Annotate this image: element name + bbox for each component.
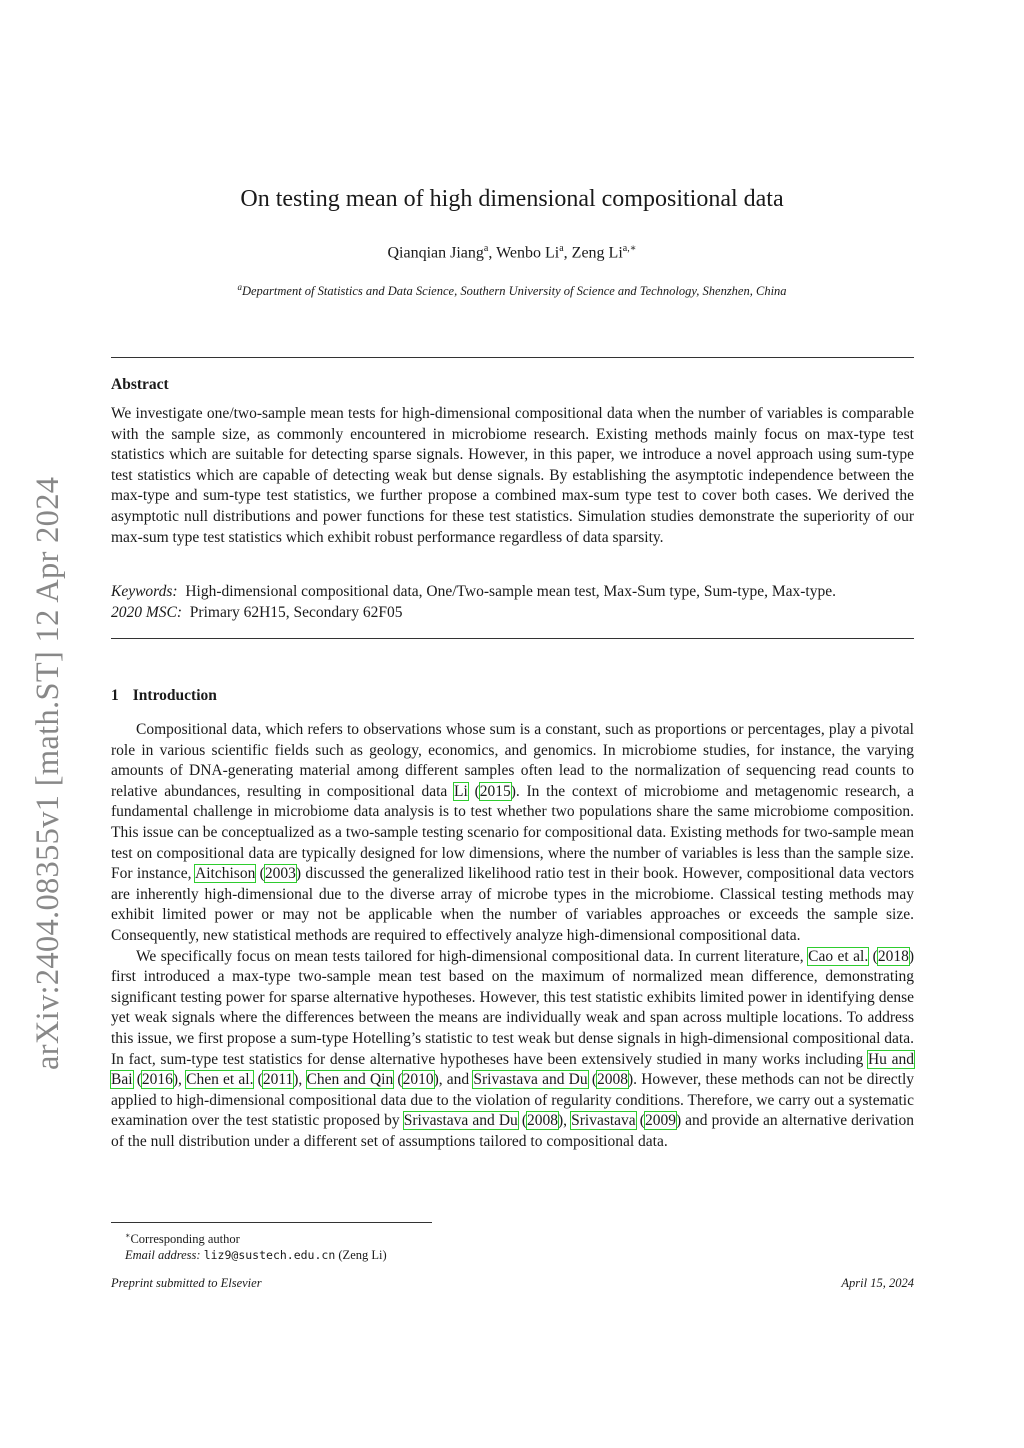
keywords-line [111, 581, 914, 602]
msc-label: 2020 MSC: [111, 604, 183, 621]
citation-link[interactable]: Chen and Qin [306, 1071, 394, 1089]
section-heading [111, 687, 217, 705]
email-suffix: (Zeng Li) [335, 1248, 387, 1263]
footer-right: April 15, 2024 [841, 1276, 914, 1290]
top-rule [111, 357, 914, 358]
citation-link[interactable]: Aitchison [195, 865, 256, 883]
citation-link[interactable]: Li [454, 782, 468, 800]
paragraph: Compositional data, which refers to observations whose sum is a constant, such as proportions or percentages, play a pivotal role in various scientific fields such as geology, economics, and genomics. In microbiome studies, for instance, the varying amounts of DNA-generating material among different samples often lead to the normalization of sequencing read counts to relative abundances, resulting in compositional data Li (2015). In the context of microbiome and metagenomic research, a fundamental challenge in microbiome data analysis is to test whether two populations share the same microbiome composition. This issue can be conceptualized as a two-sample testing scenario for compositional data. Existing methods for two-sample mean test on compositional data are typically designed for low dimensions, where the number of variables is less than the sample size. For instance, Aitchison (2003) discussed the generalized likelihood ratio test in their book. However, compositional data vectors are inherently high-dimensional due to the diverse array of microbe types in the microbiome. Classical testing methods may exhibit limited power or may not be applicable when the number of variables approaches or exceeds the sample size. Consequently, new statistical methods are required to effectively analyze high-dimensional compositional data. [111, 721, 914, 944]
footer-left: Preprint submitted to Elsevier [111, 1276, 262, 1290]
email-label: Email address: [125, 1248, 201, 1263]
citation-link[interactable]: Srivastava [571, 1112, 636, 1130]
citation-link[interactable]: Cao et al. [808, 947, 869, 965]
bottom-rule [111, 638, 914, 639]
citation-link[interactable]: 2010 [402, 1071, 434, 1089]
citation-link[interactable]: 2009 [644, 1112, 676, 1130]
keywords-block [111, 581, 914, 623]
msc-line [111, 602, 914, 623]
citation-link[interactable]: Hu and Bai [111, 1050, 914, 1089]
author-list [0, 243, 1024, 262]
footnote-corresponding [125, 1228, 387, 1247]
author-affiliation-mark: a [483, 243, 489, 254]
abstract-text: We investigate one/two-sample mean tests for high-dimensional compositional data when the number of variables is comparable with the sample size, as commonly encountered in microbiome research. Existing methods mainly focus on max-type test statistics which are suitable for detecting sparse signals. However, in this paper, we introduce a novel approach using sum-type test statistics which are capable of detecting weak but dense signals. By establishing the asymptotic independence between the max-type and sum-type test statistics, we further propose a combined max-sum type test to cover both cases. We derived the asymptotic null distributions and power functions for these test statistics. Simulation studies demonstrate the superiority of our max-sum type test statistics which exhibit robust performance regardless of data sparsity. [111, 405, 914, 546]
citation-link[interactable]: 2008 [527, 1112, 559, 1130]
arxiv-watermark: arXiv:2404.08355v1 [math.ST] 12 Apr 2024 [30, 476, 66, 1070]
citation-link[interactable]: 2008 [597, 1071, 628, 1089]
section-number: 1 [111, 687, 119, 704]
footnote [125, 1228, 387, 1263]
citation-link[interactable]: 2018 [877, 947, 909, 965]
keywords-label: Keywords: [111, 583, 178, 600]
footnote-rule [111, 1222, 432, 1223]
citation-link[interactable]: 2003 [264, 865, 296, 883]
citation-link[interactable]: 2015 [479, 782, 511, 800]
citation-link[interactable]: Srivastava and Du [473, 1071, 588, 1089]
section-title: Introduction [132, 687, 217, 704]
author-name: Zeng Li [571, 244, 623, 262]
citation-link[interactable]: Chen et al. [186, 1071, 254, 1089]
affiliation-text: Department of Statistics and Data Science, Southern University of Science and Technology, Shenzhen, China [241, 284, 787, 299]
author-name: Wenbo Li [496, 244, 560, 262]
citation-link[interactable]: Srivastava and Du [403, 1112, 518, 1130]
citation-link[interactable]: 2011 [262, 1071, 294, 1089]
email-link[interactable]: liz9@sustech.edu.cn [203, 1248, 336, 1263]
author-separator: , [488, 244, 497, 262]
paragraph: We specifically focus on mean tests tailored for high-dimensional compositional data. In current literature, Cao et al. (2018) first introduced a max-type two-sample mean test based on the maximum of normalized mean difference, demonstrating significant testing power for sparse alternative hypotheses. However, this test statistic exhibits limited power in identifying dense yet weak signals where the differences between the means are individually weak and span across multiple locations. To address this issue, we first propose a sum-type Hotelling’s statistic to test weak but dense signals in high-dimensional compositional data. In fact, sum-type test statistics for dense alternative hypotheses have been extensively studied in many works including Hu and Bai (2016), Chen et al. (2011), Chen and Qin (2010), and Srivastava and Du (2008). However, these methods can not be directly applied to high-dimensional compositional data due to the violation of regularity conditions. Therefore, we carry out a systematic examination over the test statistic proposed by Srivastava and Du (2008), Srivastava (2009) and provide an alternative derivation of the null distribution under a different set of assumptions tailored to compositional data. [111, 947, 915, 1150]
paper-title: On testing mean of high dimensional compositional data [240, 186, 784, 212]
affiliation-sup: a [237, 282, 242, 292]
abstract-heading: Abstract [111, 376, 169, 393]
author-separator: , [563, 244, 572, 262]
footnote-mark: ∗ [125, 1231, 131, 1240]
affiliation [0, 282, 1024, 299]
msc-text: Primary 62H15, Secondary 62F05 [189, 604, 403, 621]
section-body [111, 720, 914, 1152]
author-name: Qianqian Jiang [387, 244, 484, 262]
citation-link[interactable]: 2016 [141, 1071, 173, 1089]
keywords-text: High-dimensional compositional data, One/Two-sample mean test, Max-Sum type, Sum-type, Max-type. [185, 583, 836, 600]
author-affiliation-mark: a [559, 243, 564, 254]
author-affiliation-mark: a,∗ [622, 243, 637, 254]
footnote-text: Corresponding author [130, 1232, 240, 1247]
footnote-email-line [125, 1247, 387, 1263]
